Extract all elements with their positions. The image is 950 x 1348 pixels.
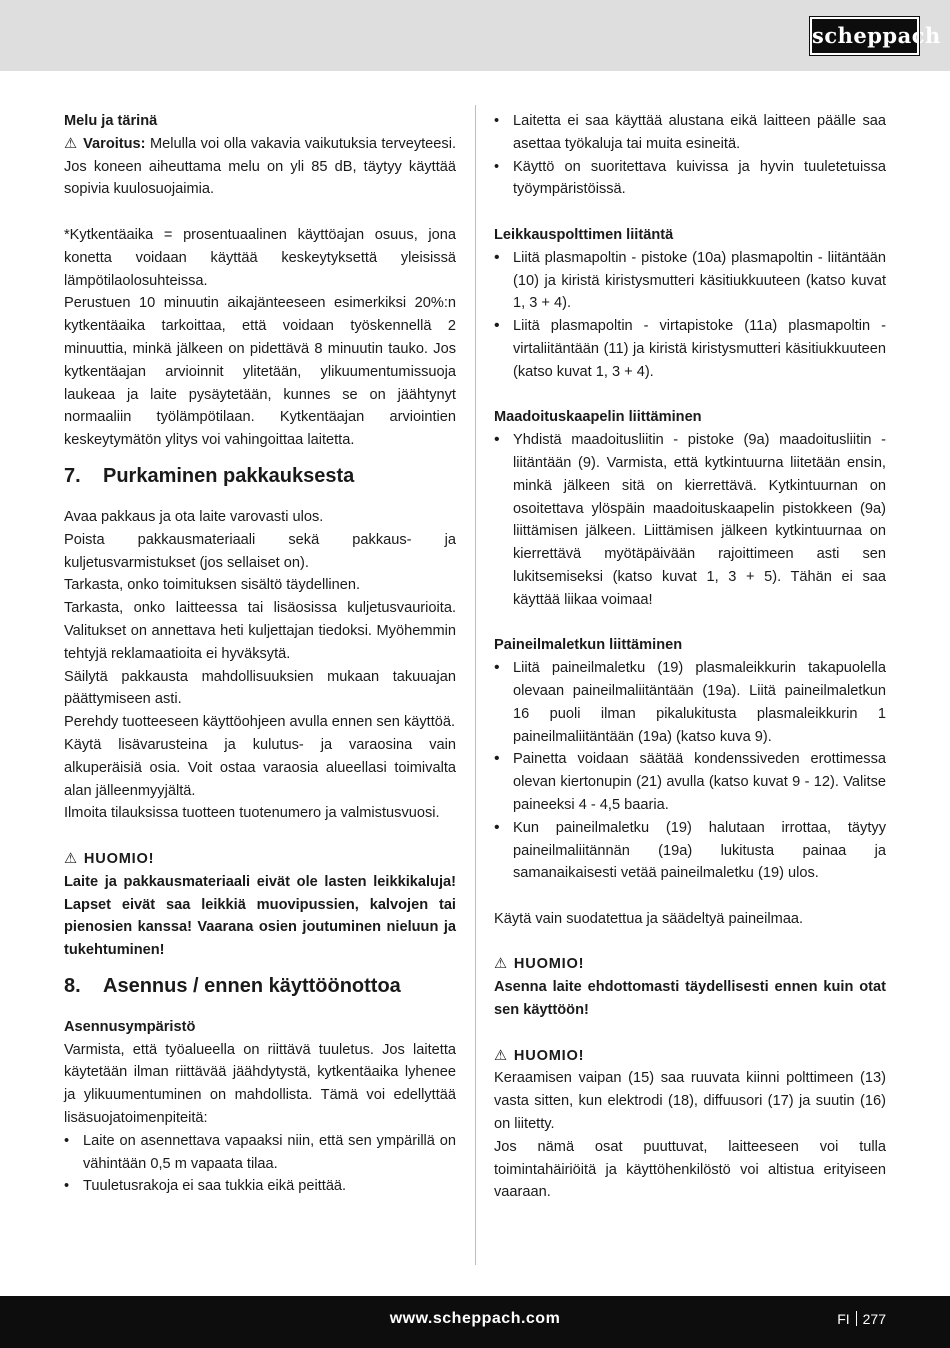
separator-bar xyxy=(856,1311,857,1326)
warning-text: Melulla voi olla vakavia vaikutuksia terveyteesi. Jos koneen aiheuttama melu on yli 85 dB, täytyy käyttää sopivia kuulosuojaimia. xyxy=(64,135,456,198)
section-7-number: 7. xyxy=(64,464,81,487)
list-item: • Liitä plasmapoltin - pistoke (10a) plasmapoltin - liitäntään (10) ja kiristä kiristysmutteri käsitiukkuuteen (katso kuvat 1, 3 + 4). xyxy=(494,247,886,315)
footer-url[interactable]: www.scheppach.com xyxy=(389,1310,561,1327)
unpack-line: Perehdy tuotteeseen käyttöohjeen avulla ennen sen käyttöä. xyxy=(64,714,456,731)
torch-heading: Leikkauspolttimen liitäntä xyxy=(494,226,674,243)
footer xyxy=(0,1296,950,1348)
unpack-line: Tarkasta, onko toimituksen sisältö täydellinen. xyxy=(64,577,361,594)
unpack-line: Käytä lisävarusteina ja kulutus- ja varaosina vain alkuperäisiä osia. Voit ostaa varaosia alueellasi toimivalta alan jälleenmyyjältä. xyxy=(64,736,456,799)
list-item: • Kun paineilmaletku (19) halutaan irrottaa, täytyy paineilmaliitännän (19a) lukitusta painaa ja samanaikaisesti vetää paineilmaletku (19) ulos. xyxy=(494,817,886,885)
air-note: Käytä vain suodatettua ja säädeltyä paineilmaa. xyxy=(494,910,804,927)
warning-triangle-icon: ⚠ xyxy=(64,135,78,152)
attention-text: Laite ja pakkausmateriaali eivät ole lasten leikkikaluja! Lapset eivät saa leikkiä muovipussien, kalvojen tai pienosien kanssa! Vaarana osien joutuminen nieluun ja tukehtuminen! xyxy=(64,873,456,959)
unpack-line: Poista pakkausmateriaali sekä pakkaus- ja kuljetusvarmistukset (jos sellaiset on). xyxy=(64,531,456,571)
section-7-title: Purkaminen pakkauksesta xyxy=(103,464,355,487)
section-8-title: Asennus / ennen käyttöönottoa xyxy=(103,974,401,997)
list-item: • Käyttö on suoritettava kuivissa ja hyvin tuuletetuissa työympäristöissä. xyxy=(494,156,886,202)
list-item: • Laite on asennettava vapaaksi niin, että sen ympärillä on vähintään 0,5 m vapaata tilaa. xyxy=(64,1130,456,1176)
unpack-line: Avaa pakkaus ja ota laite varovasti ulos. xyxy=(64,508,324,525)
attention-heading: ⚠ HUOMIO! xyxy=(64,848,456,871)
ground-list xyxy=(494,429,886,611)
environment-list xyxy=(64,1130,456,1198)
list-item: • Tuuletusrakoja ei saa tukkia eikä peittää. xyxy=(64,1175,456,1198)
attention-text: Asenna laite ehdottomasti täydellisesti ennen kuin otat sen käyttöön! xyxy=(494,979,886,1019)
air-list xyxy=(494,657,886,885)
missing-parts-text: Jos nämä osat puuttuvat, laitteeseen voi tulla toimintahäiriöitä ja käyttöhenkilöstö voi altistua erityiseen vaaraan. xyxy=(494,1138,886,1201)
list-item: • Laitetta ei saa käyttää alustana eikä laitteen päälle saa asettaa työkaluja tai muita esineitä. xyxy=(494,110,886,156)
torch-list xyxy=(494,247,886,384)
column-divider xyxy=(475,105,476,1265)
duty-cycle-definition: *Kytkentäaika = prosentuaalinen käyttöajan osuus, jona konetta voidaan käyttää keskeytyksettä yleisissä lämpötilaolosuhteissa. xyxy=(64,226,456,289)
noise-warning xyxy=(64,133,456,201)
unpack-line: Tarkasta, onko laitteessa tai lisäosissa kuljetusvaurioita. Valitukset on annettava heti kuljettajan tiedoksi. Myöhemmin tehtyjä reklamaatioita ei hyväksytä. xyxy=(64,600,456,662)
page-number: 277 xyxy=(862,1311,886,1327)
list-item: • Liitä plasmapoltin - virtapistoke (11a) plasmapoltin - virtaliitäntään (11) ja kiristä kiristysmutteri käsitiukkuuteen (katso kuvat 1, 3 + 4). xyxy=(494,315,886,383)
section-7-heading xyxy=(64,462,456,490)
list-item: • Liitä paineilmaletku (19) plasmaleikkurin takapuolella olevaan paineilmaliitäntään (19a). Liitä paineilmaletkun 16 puoli ilman pikalukitusta plasmaleikkurin 1 paineilmaliitäntään (19a) (katso kuva 9). xyxy=(494,657,886,748)
brand-logo: scheppach xyxy=(810,17,919,55)
duty-cycle-example: Perustuen 10 minuutin aikajänteeseen esimerkiksi 20%:n kytkentäaika tarkoittaa, että voidaan työskennellä 2 minuuttia, minkä jälkeen on pidettävä 8 minuutin tauko. Jos kytkentäajan arvioinnit ylitetään, ylikuumentumissuoja laukeaa ja laite pysäytetään, kunnes se on jäähtynyt normaaliin työlämpötilaan. Kytkentäajan arviointien keskeytymätön ylitys voi vahingoittaa laitetta. xyxy=(64,295,456,449)
right-column xyxy=(494,110,886,1204)
attention-heading: ⚠ HUOMIO! xyxy=(494,953,886,976)
attention-heading: ⚠ HUOMIO! xyxy=(494,1045,886,1068)
language-code: FI xyxy=(837,1311,850,1327)
header-band xyxy=(0,0,950,71)
unpack-line: Ilmoita tilauksissa tuotteen tuotenumero ja valmistusvuosi. xyxy=(64,805,440,822)
section-8-number: 8. xyxy=(64,974,81,997)
unpack-line: Säilytä pakkausta mahdollisuuksien mukaan takuuajan päättymiseen asti. xyxy=(64,668,456,708)
list-item: • Painetta voidaan säätää kondenssiveden erottimessa olevan kiertonupin (21) avulla (katso kuvat 9 - 12). Valitse paineeksi 4 - 4,5 baaria. xyxy=(494,748,886,816)
warning-triangle-icon: ⚠ xyxy=(494,1047,508,1064)
left-column xyxy=(64,110,456,1198)
environment-list-continued xyxy=(494,110,886,201)
noise-heading: Melu ja tärinä xyxy=(64,113,158,129)
page-indicator xyxy=(837,1296,886,1342)
environment-text: Varmista, että työalueella on riittävä tuuletus. Jos laitetta käytetään ilman riittävää jäähdytystä, kytkentäaika lyhenee ja ylikuumentuminen on mahdollista. Tämä voi edellyttää lisäsuojatoimenpiteitä: xyxy=(64,1041,456,1127)
warning-triangle-icon: ⚠ xyxy=(64,850,78,867)
list-item: • Yhdistä maadoitusliitin - pistoke (9a) maadoitusliitin - liitäntään (9). Varmista, että kytkintuurna liitetään ensin, minkä jälkeen sitä on kierrettävä. Kytkintuurnan on osoitettava ylöspäin maadoituskaapelin pistokkeen (9a) liittämisen jälkeen. Liittämisen jälkeen kytkintuurnaa on kierrettävä myötäpäivään rajoittimeen asti sen lukitsemiseksi (katso kuvat 1, 3 + 5). Tähän ei saa käyttää liikaa voimaa! xyxy=(494,429,886,611)
ground-heading: Maadoituskaapelin liittäminen xyxy=(494,409,702,426)
section-8-heading xyxy=(64,972,456,1000)
warning-label: Varoitus: xyxy=(83,135,146,152)
warning-triangle-icon: ⚠ xyxy=(494,956,508,973)
air-heading: Paineilmaletkun liittäminen xyxy=(494,637,683,654)
environment-heading: Asennusympäristö xyxy=(64,1018,196,1035)
ceramic-sleeve-text: Keraamisen vaipan (15) saa ruuvata kiinni polttimeen (13) vasta sitten, kun elektrodi (18), diffuusori (17) ja suutin (16) on liitetty. xyxy=(494,1070,886,1133)
